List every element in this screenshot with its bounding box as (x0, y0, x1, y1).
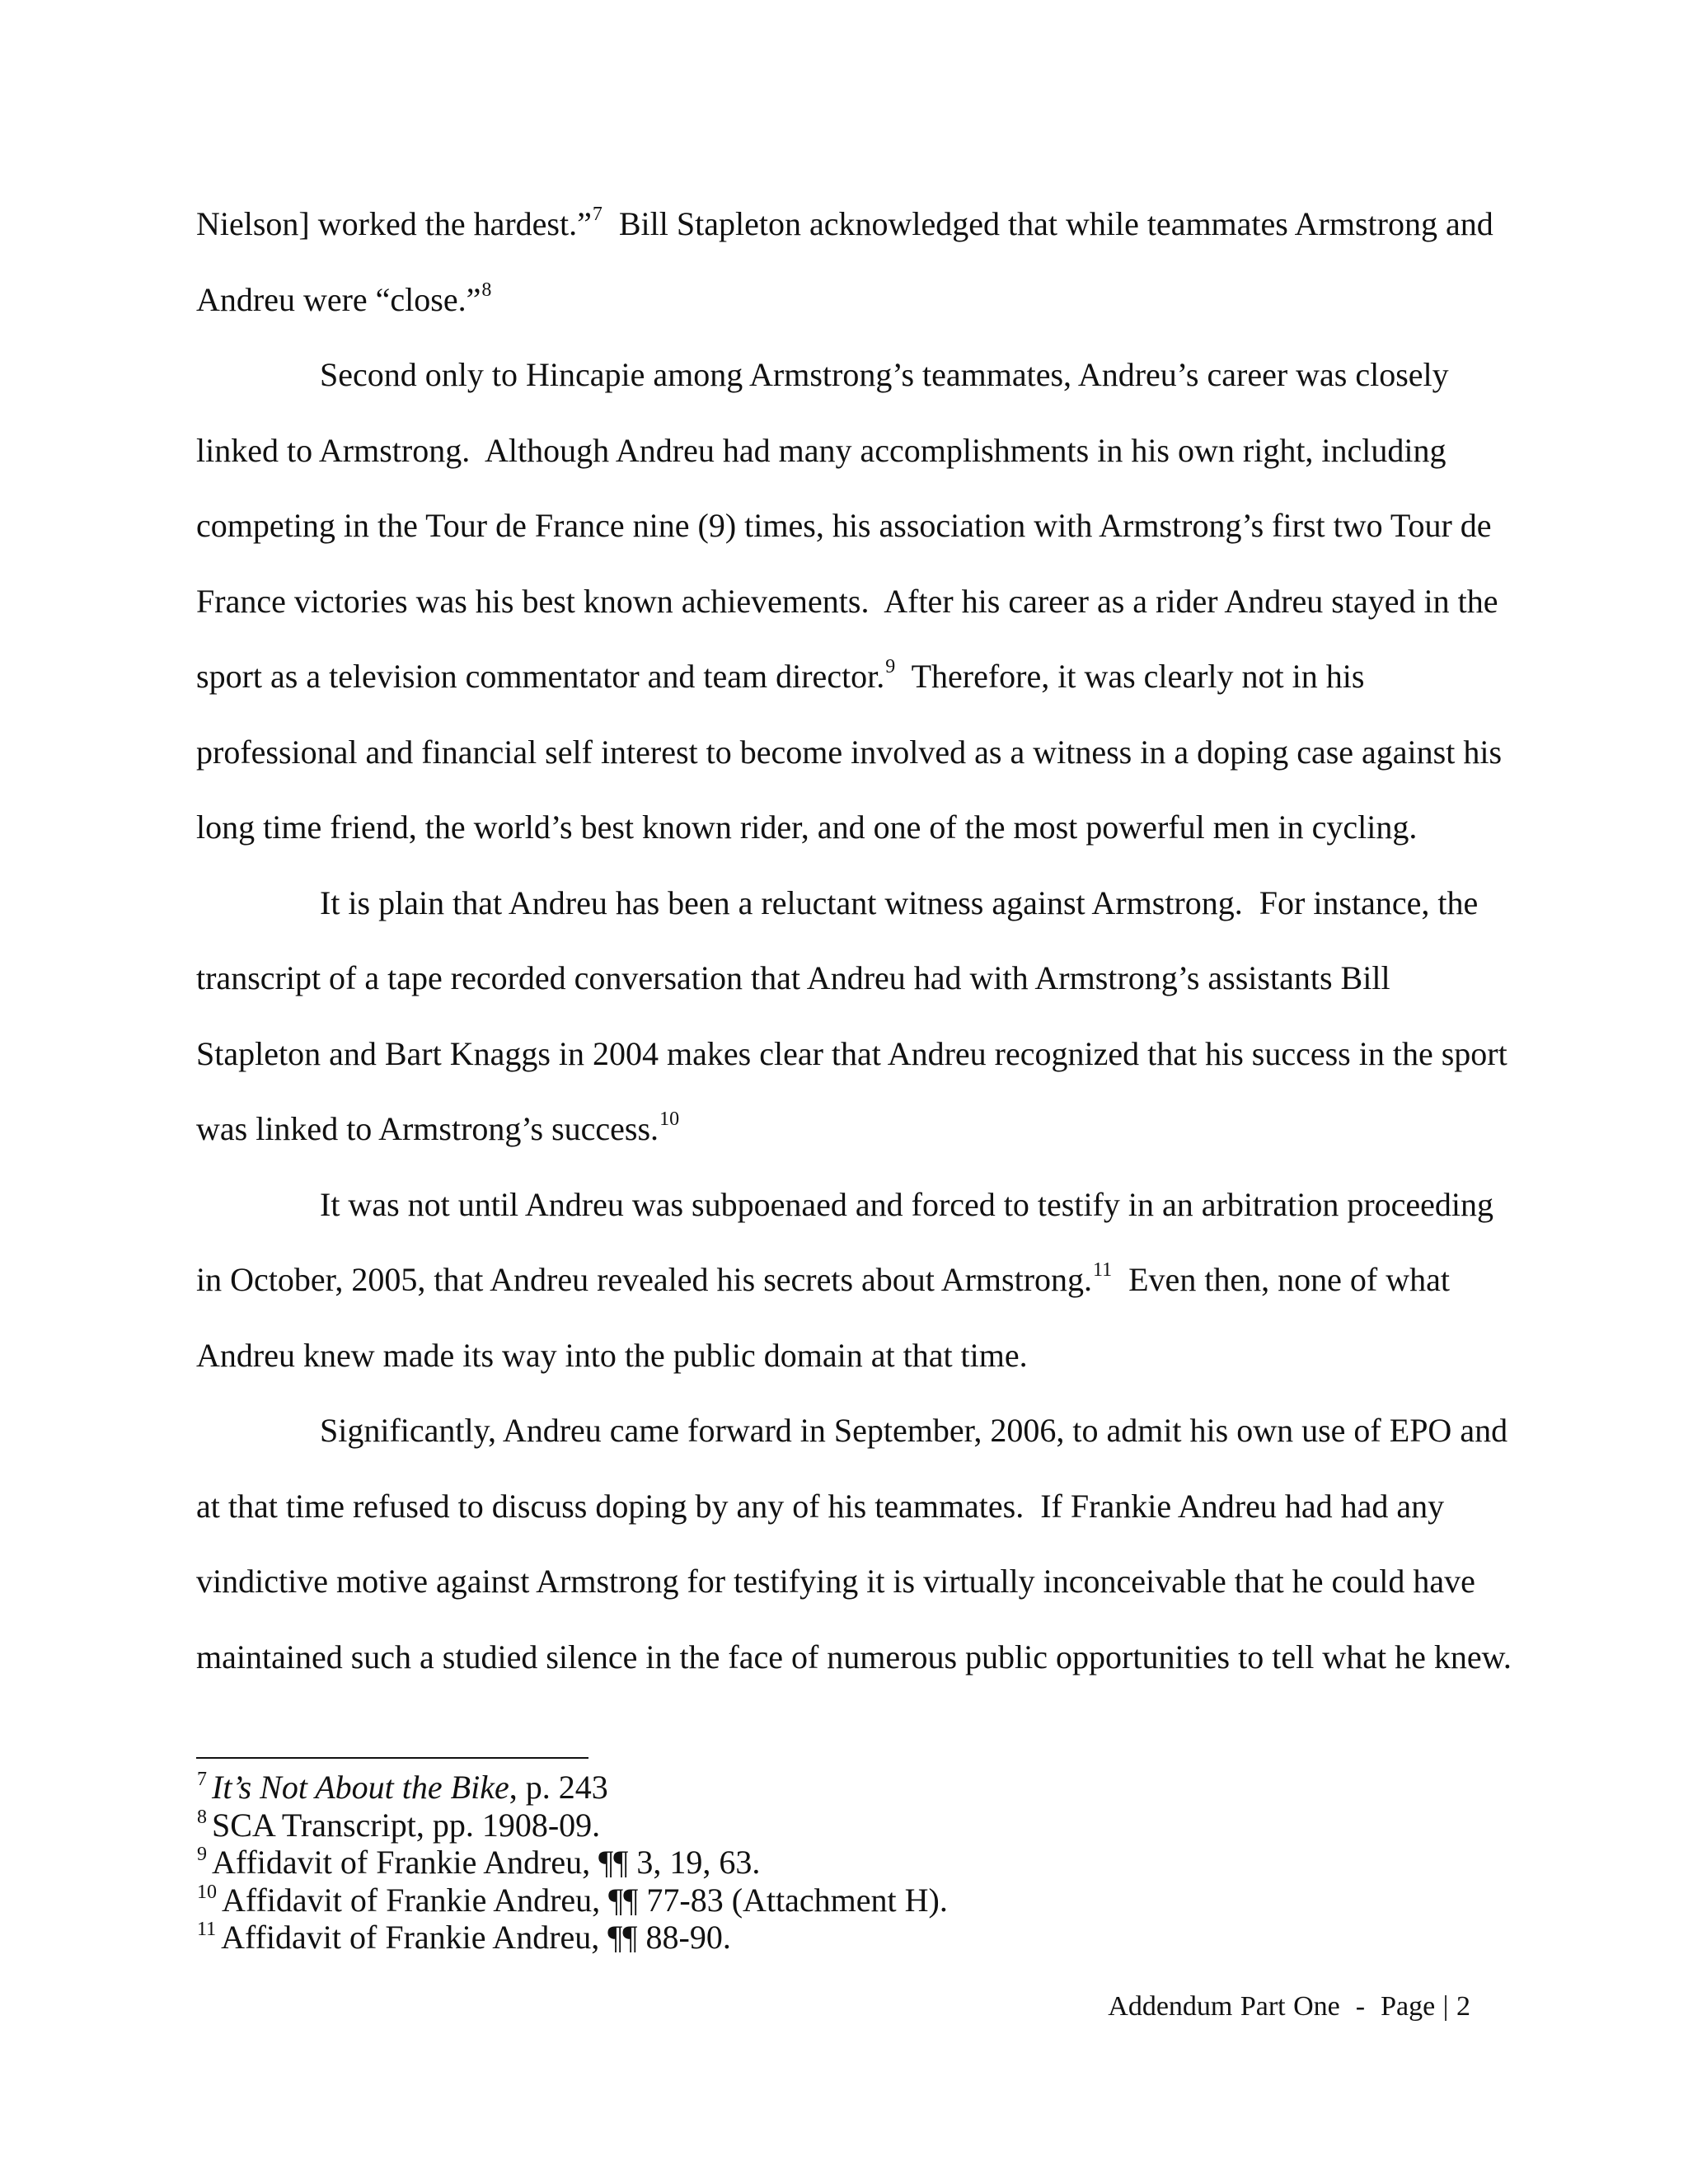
footnote-number: 9 (197, 1844, 207, 1865)
footnote-number: 11 (197, 1919, 217, 1940)
footnote (196, 1807, 1515, 1844)
footnote-ref[interactable]: 7 (592, 204, 603, 225)
footnote-ref[interactable]: 10 (659, 1108, 680, 1130)
footnote-text: , p. 243 (509, 1769, 608, 1806)
body-text (196, 186, 1515, 1694)
footnote-number: 8 (197, 1806, 207, 1828)
paragraph (196, 1167, 1515, 1394)
paragraph (196, 186, 1515, 337)
footnote-number: 7 (197, 1769, 207, 1790)
footnote (196, 1844, 1515, 1882)
paragraph (196, 1393, 1515, 1694)
footnote (196, 1769, 1515, 1807)
footnote (196, 1882, 1515, 1919)
footnote-text: SCA Transcript, pp. 1908-09. (212, 1806, 601, 1844)
page-footer: Addendum Part One - Page | 2 (1108, 1991, 1470, 2022)
paragraph-text: Nielson] worked the hardest.” (196, 205, 592, 242)
paragraph-text: It was not until Andreu was subpoenaed and forced to testify in an arbitration proceeding in October, 2005, that Andreu revealed his secrets about Armstrong. (196, 1185, 1494, 1298)
paragraph-text: Therefore, it was clearly not in his professional and financial self interest to become involved as a witness in a doping case against his long time friend, the world’s best known rider, and one of the most powerful men in cycling. (196, 658, 1503, 846)
footnote-text: Affidavit of Frankie Andreu, ¶¶ 88-90. (221, 1919, 731, 1956)
footnote-ref[interactable]: 11 (1093, 1259, 1113, 1281)
footnote-separator (196, 1757, 588, 1759)
paragraph (196, 337, 1515, 865)
paragraph-text: Second only to Hincapie among Armstrong’s teammates, Andreu’s career was closely linked to Armstrong. Although Andreu had many accomplishments in his own right, including competing in the Tour de France nine (9) times, his association with Armstrong’s first two Tour de France victories was his best known achievements. After his career as a rider Andreu stayed in the sport as a television commentator and team director. (196, 356, 1498, 695)
paragraph-text: Bill Stapleton acknowledged that while teammates Armstrong and Andreu were “close.” (196, 205, 1493, 318)
paragraph-text: It is plain that Andreu has been a reluctant witness against Armstrong. For instance, the transcript of a tape recorded conversation that Andreu had with Armstrong’s assistants Bill Stapleton and Bart Knaggs in 2004 makes clear that Andreu recognized that his success in the sport was linked to Armstrong’s success. (196, 883, 1507, 1147)
footnote-text: Affidavit of Frankie Andreu, ¶¶ 77-83 (Attachment H). (222, 1881, 948, 1919)
paragraph (196, 865, 1515, 1167)
footnotes (196, 1769, 1515, 1957)
footnote (196, 1919, 1515, 1957)
footnote-ref[interactable]: 8 (481, 279, 492, 301)
footnote-title: It’s Not About the Bike (212, 1769, 509, 1806)
paragraph-text: Even then, none of what Andreu knew made its way into the public domain at that time. (196, 1261, 1451, 1374)
footnote-number: 10 (197, 1881, 217, 1903)
footnote-ref[interactable]: 9 (885, 656, 896, 677)
footnote-text: Affidavit of Frankie Andreu, ¶¶ 3, 19, 63. (212, 1844, 761, 1881)
paragraph-text: Significantly, Andreu came forward in September, 2006, to admit his own use of EPO and at that time refused to discuss doping by any of his teammates. If Frankie Andreu had had any vindictive motive against Armstrong for testifying it is virtually inconceivable that he could have maintained such a studied silence in the face of numerous public opportunities to tell what he knew. (196, 1412, 1512, 1675)
